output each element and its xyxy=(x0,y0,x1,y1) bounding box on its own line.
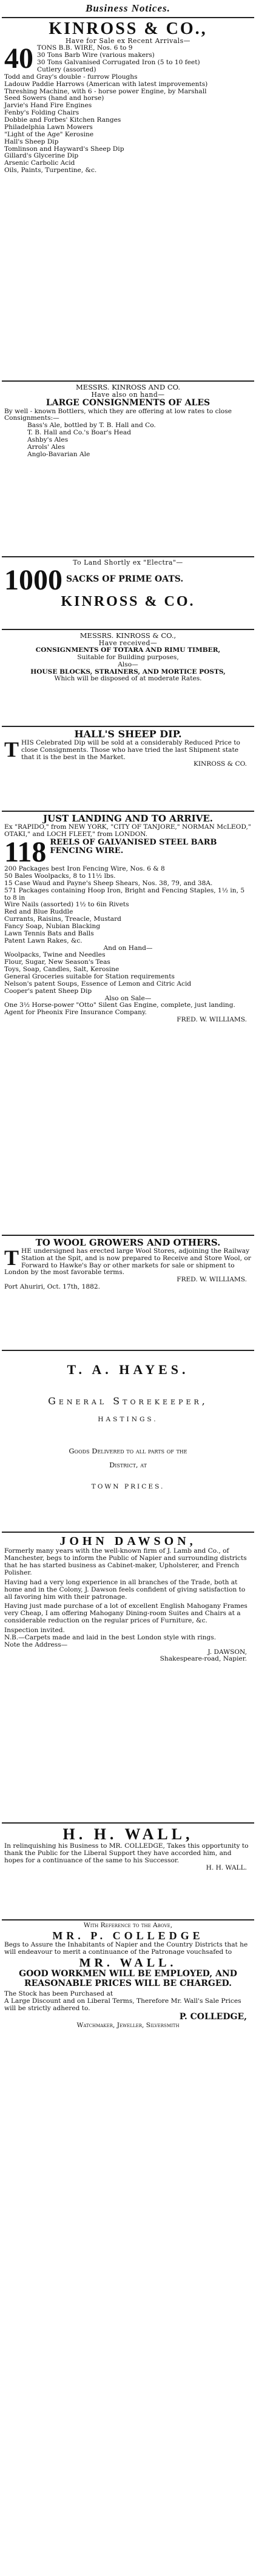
advert-intro: Ex "RAPIDO," from NEW YORK, "CITY OF TANJORE," NORMAN McLEOD," OTAKI," and LOCH FLEET," from LONDON. xyxy=(4,823,251,838)
list-item: Flour, Sugar, New Season's Teas xyxy=(4,958,110,966)
advert-signature: FRED. W. WILLIAMS. xyxy=(177,1276,247,1284)
list-item: Tomlinson and Hayward's Sheep Dip xyxy=(4,145,124,153)
list-item: Dobbie and Forbes' Kitchen Ranges xyxy=(4,116,121,124)
advert-signature: H. H. WALL. xyxy=(206,1864,247,1871)
list-item: Oils, Paints, Turpentine, &c. xyxy=(4,167,97,174)
advert-title: REELS OF GALVANISED STEEL BARB FENCING WIRE. xyxy=(50,837,217,856)
advert-body: Note the Address— xyxy=(4,1641,68,1648)
list-item: TONS B.B. WIRE, Nos. 6 to 9 xyxy=(37,44,133,52)
advert-colledge xyxy=(2,1920,254,2120)
list-item: Cooper's patent Sheep Dip xyxy=(4,987,92,995)
drop-capital: T xyxy=(4,1245,19,1270)
advert-intro: With Reference to the Above, xyxy=(83,1922,173,1929)
list-item: Todd and Gray's double - furrow Ploughs xyxy=(4,73,138,81)
list-item: Arrols' Ales xyxy=(27,443,66,451)
list-subheading: And on Hand— xyxy=(103,944,153,952)
advert-title: H. H. WALL, xyxy=(62,1825,194,1843)
list-item: Gillard's Glycerine Dip xyxy=(4,152,79,160)
list-item: General Groceries suitable for Station requirements xyxy=(4,973,175,980)
advert-subheading: Have received— xyxy=(98,639,158,647)
advert-heading: MESSRS. KINROSS AND CO. xyxy=(75,383,181,391)
advert-signature: KINROSS & CO. xyxy=(193,760,247,768)
advert-title: LARGE CONSIGNMENTS OF ALES xyxy=(45,397,211,408)
list-item: Bass's Ale, bottled by T. B. Hall and Co. xyxy=(27,422,156,430)
list-item: Jarvie's Hand Fire Engines xyxy=(4,102,92,110)
advert-subheading: Have also on hand— xyxy=(91,390,165,399)
list-item: Red and Blue Ruddle xyxy=(4,908,73,916)
advert-body: In relinquishing his Business to MR. COLLEDGE, Takes this opportunity to thank the Public for the Liberal Support they have accorded him, and hopes for a continuance of the same to his Successor. xyxy=(4,1842,249,1864)
advert-body: District, at xyxy=(109,1461,147,1470)
advert-body: The Stock has been Purchased at xyxy=(4,1990,113,1998)
list-item: Fancy Soap, Nubian Blacking xyxy=(4,922,101,930)
list-item: 50 Bales Woolpacks, 8 to 11½ lbs. xyxy=(4,872,116,880)
quantity-number: 118 xyxy=(4,835,47,868)
advert-subheading: Have for Sale ex Recent Arrivals— xyxy=(66,37,190,45)
list-item: Cutlery (assorted) xyxy=(37,66,96,74)
list-item: 30 Tons Galvanised Corrugated Iron (5 to 10 feet) xyxy=(37,59,200,67)
firm-name: KINROSS & CO., xyxy=(49,19,207,38)
firm-name: KINROSS & CO. xyxy=(61,593,195,609)
list-item: Nelson's patent Soups, Essence of Lemon and Citric Acid xyxy=(4,980,192,988)
advert-body: A Large Discount and on Liberal Terms, Therefore Mr. Wall's Sale Prices will be strictly adhered to. xyxy=(4,1997,241,2013)
advert-wall xyxy=(2,1824,254,1920)
advert-signature: J. DAWSON, xyxy=(207,1648,247,1656)
section-header: Business Notices. xyxy=(2,2,254,18)
advert-title: JOHN DAWSON, xyxy=(59,1535,197,1548)
list-item: HOUSE BLOCKS, STRAINERS, AND MORTICE POSTS, xyxy=(30,668,226,676)
list-item: T. B. Hall and Co.'s Boar's Head xyxy=(27,429,131,437)
list-item: Ladouw Paddie Harrows (American with latest improvements) xyxy=(4,80,208,88)
list-item: Which will be disposed of at moderate Rates. xyxy=(54,675,202,683)
advert-body: TOWN PRICES. xyxy=(91,1483,165,1491)
list-item: 15 Case Waud and Payne's Sheep Shears, Nos. 38, 79, and 38A. xyxy=(4,879,213,887)
advert-title: TO WOOL GROWERS AND OTHERS. xyxy=(35,1237,221,1248)
list-item: Woolpacks, Twine and Needles xyxy=(4,951,106,959)
advert-title: SACKS OF PRIME OATS. xyxy=(66,574,184,585)
list-item: Fenby's Folding Chairs xyxy=(4,109,79,117)
quantity-number: 40 xyxy=(4,42,33,75)
advert-title: HALL'S SHEEP DIP. xyxy=(74,728,182,740)
advert-halls-sheep-dip xyxy=(2,727,254,812)
list-item: Philadelphia Lawn Mowers xyxy=(4,123,93,131)
list-item: Hall's Sheep Dip xyxy=(4,138,59,145)
list-item: Anglo-Bavarian Ale xyxy=(27,450,90,458)
advert-body: Goods Delivered to all parts of the xyxy=(69,1447,187,1456)
list-subheading: Also on Sale— xyxy=(104,994,152,1002)
list-item: 30 Tons Barb Wire (various makers) xyxy=(37,51,155,59)
list-item: Currants, Raisins, Treacle, Mustard xyxy=(4,915,121,923)
list-item: Toys, Soap, Candles, Salt, Kerosine xyxy=(4,966,120,974)
list-item: 200 Packages best Iron Fencing Wire, Nos. 6 & 8 xyxy=(4,865,165,873)
advert-body: N.B.—Carpets made and laid in the best London style with rings. xyxy=(4,1633,217,1641)
list-item: Threshing Machine, with 6 - horse power Engine, by Marshall xyxy=(4,87,207,95)
list-item: Lawn Tennis Bats and Balls xyxy=(4,929,94,937)
list-item: One 3½ Horse-power "Otto" Silent Gas Engine, complete, just landing. xyxy=(4,1001,235,1009)
advert-title: MR. WALL. xyxy=(79,1956,177,1970)
advert-role: General Storekeeper, xyxy=(48,1395,208,1407)
list-item: Arsenic Carbolic Acid xyxy=(4,159,75,167)
advert-body: HIS Celebrated Dip will be sold at a considerably Reduced Price to close Consignments. Those who have tried the last Shipment state that it is the best in the Market. xyxy=(21,739,240,761)
advert-heading: MESSRS. KINROSS & CO., xyxy=(79,631,177,640)
advert-title: T. A. HAYES. xyxy=(67,1362,189,1377)
advert-town: HASTINGS. xyxy=(98,1415,158,1423)
advert-williams-landing xyxy=(2,812,254,1236)
list-item: "Light of the Age" Kerosine xyxy=(4,130,94,138)
advert-signature: P. COLLEDGE, xyxy=(179,2012,247,2022)
list-item: Agent for Pheonix Fire Insurance Company. xyxy=(4,1009,147,1017)
advert-kinross-timber xyxy=(2,630,254,727)
advert-wool-growers xyxy=(2,1236,254,1351)
list-item: Suitable for Building purposes, xyxy=(77,653,179,661)
quantity-number: 1000 xyxy=(4,564,62,597)
advert-kinross-oats xyxy=(2,557,254,630)
list-item: 571 Packages containing Hoop Iron, Bright and Fencing Staples, 1½ in, 5 to 8 in xyxy=(4,886,245,901)
drop-capital: T xyxy=(4,737,19,762)
advert-body: HE undersigned has erected large Wool Stores, adjoining the Railway Station at the Spit, and is now prepared to Receive and Store Wool, or Forward to Hawke's Bay or other markets for sale or shipment to London by the most favorable terms. xyxy=(4,1247,251,1276)
advert-hayes xyxy=(2,1351,254,1533)
advert-subheading: To Land Shortly ex "Electra"— xyxy=(73,559,183,566)
advert-kinross-ales xyxy=(2,382,254,557)
list-item: Patent Lawn Rakes, &c. xyxy=(4,937,83,944)
list-item: Also— xyxy=(118,660,138,668)
advert-body: Inspection invited. xyxy=(4,1626,65,1634)
list-item: Seed Sowers (hand and horse) xyxy=(4,95,104,102)
advert-body: Begs to Assure the Inhabitants of Napier and the Country Districts that he will endeavour to merit a continuance of the Patronage vouchsafed to xyxy=(4,1941,248,1956)
advert-signature: FRED. W. WILLIAMS. xyxy=(177,1016,247,1024)
advert-dawson xyxy=(2,1533,254,1824)
advert-body: Formerly many years with the well-known firm of J. Lamb and Co., of Manchester, begs to inform the Public of Napier and surrounding districts that he has started business as Cabinet-maker, Upholsterer, and French Polisher. xyxy=(4,1547,247,1576)
advert-dateline: Port Ahuriri, Oct. 17th, 1882. xyxy=(4,1283,100,1291)
list-item: CONSIGNMENTS OF TOTARA AND RIMU TIMBER, xyxy=(35,646,221,654)
advert-kinross-wire xyxy=(2,18,254,382)
list-item: By well - known Bottlers, which they are offering at low rates to close Consignments:— xyxy=(4,407,232,422)
advert-address: Shakespeare-road, Napier. xyxy=(160,1655,247,1663)
advert-title: MR. P. COLLEDGE xyxy=(52,1929,204,1942)
advert-title: JUST LANDING AND TO ARRIVE. xyxy=(43,813,213,824)
advert-highlight: GOOD WORKMEN WILL BE EMPLOYED, AND REASONABLE PRICES WILL BE CHARGED. xyxy=(19,1969,237,1988)
advert-trade: Watchmaker, Jeweller, Silversmith xyxy=(76,2021,180,2029)
advert-body: Having just made purchase of a lot of excellent English Mahogany Frames very Cheap, I am offering Mahogany Dining-room Suites and Chairs at a considerable reduction on the regular prices of Furniture, &c. xyxy=(4,1602,248,1625)
list-item: Ashby's Ales xyxy=(27,436,69,444)
advert-body: Having had a very long experience in all branches of the Trade, both at home and in the Colony, J. Dawson feels confident of giving satisfaction to all favoring him with their patronage. xyxy=(4,1578,246,1601)
list-item: Wire Nails (assorted) 1½ to 6in Rivets xyxy=(4,901,129,909)
